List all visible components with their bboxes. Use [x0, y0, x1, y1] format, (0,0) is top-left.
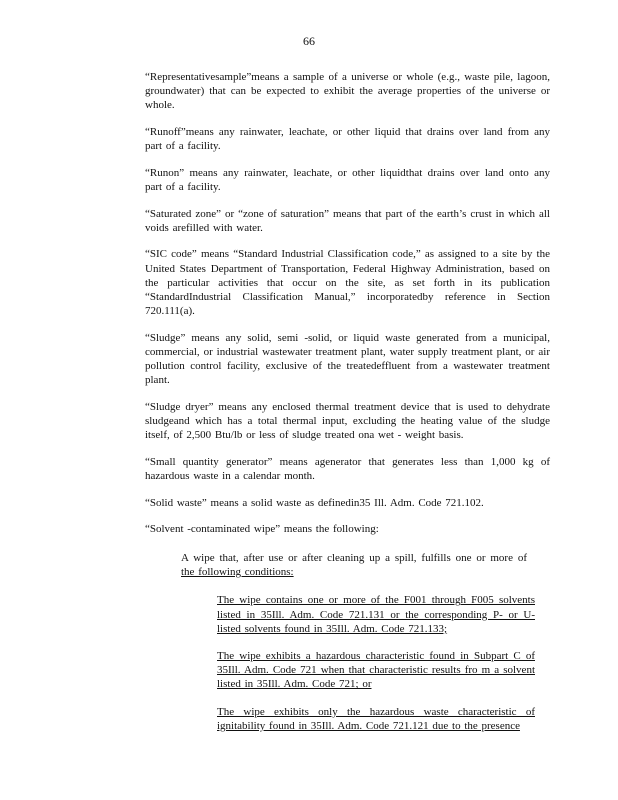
condition-item-2: The wipe exhibits a hazardous characteristic found in Subpart C of 35Ill. Adm. Code 721 when that characteristic results fro m a solvent listed in 35Ill. Adm. Code 721; or	[217, 650, 535, 691]
definition-sludge: “Sludge” means any solid, semi -solid, or liquid waste generated from a municipal, commercial, or industrial wastewater treatment plant, water supply treatment plant, or air pollution control facility, exclusive of the treatedeffluent from a wastewater treatment plant.	[145, 331, 550, 387]
condition-item-3: The wipe exhibits only the hazardous waste characteristic of ignitability found in 35Ill. Adm. Code 721.121 due to the presence	[217, 705, 535, 732]
definition-solvent-contaminated-wipe: “Solvent -contaminated wipe” means the following:	[145, 523, 379, 536]
subsection-lead	[181, 551, 527, 580]
definition-runoff: “Runoff”means any rainwater, leachate, or other liquid that drains over land from any part of a facility.	[145, 126, 550, 153]
definition-saturated-zone: “Saturated zone” or “zone of saturation” means that part of the earth’s crust in which all voids arefilled with water.	[145, 207, 550, 234]
subsection-lead-text: A wipe that, after use or after cleaning up a spill, fulfills one or more of	[181, 551, 527, 564]
definition-sludge-dryer: “Sludge dryer” means any enclosed thermal treatment device that is used to dehydrate sludgeand which has a total thermal input, excluding the heating value of the sludge itself, of 2,500 Btu/lb or less of sludge treated ona wet - weight basis.	[145, 401, 550, 442]
definition-runon: “Runon” means any rainwater, leachate, or other liquidthat drains over land onto any part of a facility.	[145, 166, 550, 193]
document-body	[145, 70, 550, 746]
definition-small-quantity-generator: “Small quantity generator” means agenerator that generates less than 1,000 kg of hazardous waste in a calendar month.	[145, 456, 550, 483]
definition-representative-sample: “Representativesample”means a sample of a universe or whole (e.g., waste pile, lagoon, groundwater) that can be expected to exhibit the average properties of the universe or whole.	[145, 71, 550, 112]
condition-item-1: The wipe contains one or more of the F001 through F005 solvents listed in 35Ill. Adm. Code 721.131 or the corresponding P- or U-listed solvents found in 35Ill. Adm. Code 721.133;	[217, 594, 535, 635]
page-number: 66	[303, 34, 315, 48]
subsection-lead-underlined: the following conditions:	[181, 566, 294, 578]
definition-sic-code: “SIC code” means “Standard Industrial Classification code,” as assigned to a site by the United States Department of Transportation, Federal Highway Administration, based on the particular activities that occur on the site, as set forth in its publication “StandardIndustrial Classification Manual,” incorporatedby reference in Section 720.111(a).	[145, 248, 550, 318]
definition-solid-waste: “Solid waste” means a solid waste as definedin35 Ill. Adm. Code 721.102.	[145, 496, 484, 509]
